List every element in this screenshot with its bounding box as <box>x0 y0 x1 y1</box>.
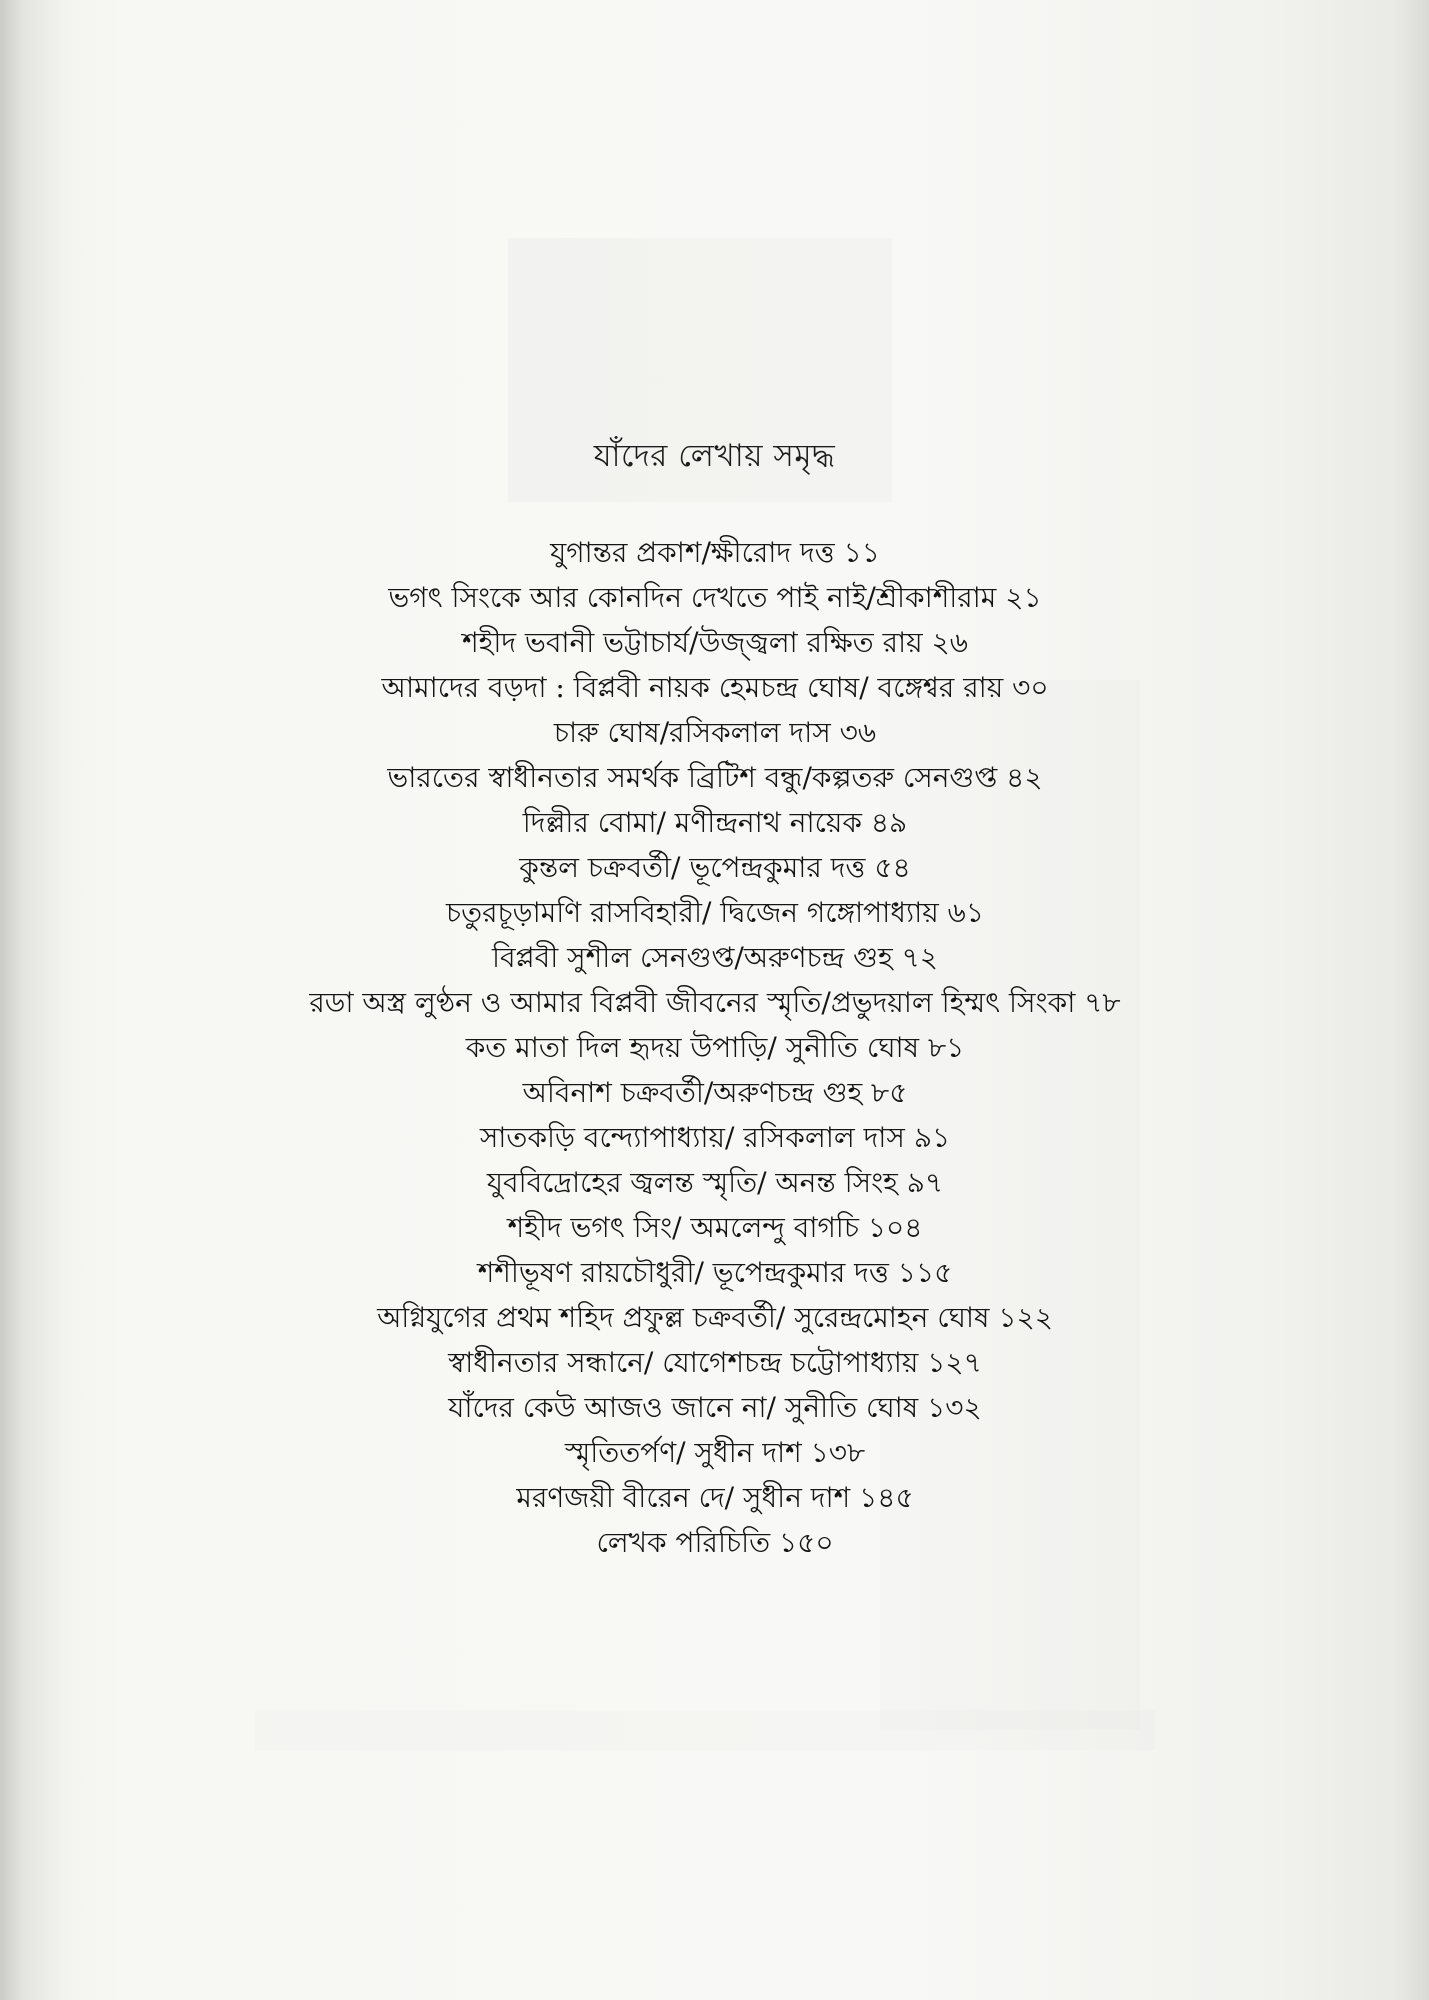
contents-entry: শহীদ ভবানী ভট্টাচার্য/উজ্জ্বলা রক্ষিত রায় ২৬ <box>462 626 968 659</box>
contents-entry: অবিনাশ চক্রবর্তী/অরুণচন্দ্র গুহ ৮৫ <box>522 1076 908 1109</box>
page-left-edge-shadow <box>0 0 24 2000</box>
contents-entry: মরণজয়ী বীরেন দে/ সুধীন দাশ ১৪৫ <box>516 1481 914 1514</box>
contents-entry: চতুরচূড়ামণি রাসবিহারী/ দ্বিজেন গঙ্গোপাধ্যায় ৬১ <box>445 896 984 929</box>
contents-entry: যুববিদ্রোহের জ্বলন্ত স্মৃতি/ অনন্ত সিংহ ৯৭ <box>486 1166 944 1199</box>
page-right-edge-shadow <box>1395 0 1429 2000</box>
contents-entry: স্মৃতিতর্পণ/ সুধীন দাশ ১৩৮ <box>564 1436 866 1469</box>
print-bleed-through-bottom <box>255 1710 1155 1750</box>
contents-entry: স্বাধীনতার সন্ধানে/ যোগেশচন্দ্র চট্টোপাধ্যায় ১২৭ <box>448 1346 982 1379</box>
contents-entry: ভগৎ সিংকে আর কোনদিন দেখতে পাই নাই/শ্রীকাশীরাম ২১ <box>388 581 1042 614</box>
contents-entry: শহীদ ভগৎ সিং/ অমলেন্দু বাগচি ১০৪ <box>507 1211 923 1244</box>
contents-entry: লেখক পরিচিতি ১৫০ <box>596 1526 834 1559</box>
contents-entry: শশীভূষণ রায়চৌধুরী/ ভূপেন্দ্রকুমার দত্ত ১১৫ <box>477 1256 953 1289</box>
contents-list <box>140 530 1290 1565</box>
contents-heading: যাঁদের লেখায় সমৃদ্ধ <box>593 438 836 474</box>
contents-entry: অগ্নিযুগের প্রথম শহিদ প্রফুল্ল চক্রবর্তী/ সুরেন্দ্রমোহন ঘোষ ১২২ <box>377 1301 1053 1334</box>
contents-entry: সাতকড়ি বন্দ্যোপাধ্যায়/ রসিকলাল দাস ৯১ <box>479 1121 951 1154</box>
contents-entry: আমাদের বড়দা : বিপ্লবী নায়ক হেমচন্দ্র ঘোষ/ বঙ্গেশ্বর রায় ৩০ <box>381 671 1049 704</box>
contents-entry: যাঁদের কেউ আজও জানে না/ সুনীতি ঘোষ ১৩২ <box>448 1391 982 1424</box>
contents-entry: যুগান্তর প্রকাশ/ক্ষীরোদ দত্ত ১১ <box>550 536 880 569</box>
contents-entry: রডা অস্ত্র লুণ্ঠন ও আমার বিপ্লবী জীবনের স্মৃতি/প্রভুদয়াল হিম্মৎ সিংকা ৭৮ <box>309 986 1121 1019</box>
contents-entry: বিপ্লবী সুশীল সেনগুপ্ত/অরুণচন্দ্র গুহ ৭২ <box>491 941 939 974</box>
contents-entry: ভারতের স্বাধীনতার সমর্থক ব্রিটিশ বন্ধু/কল্পতরু সেনগুপ্ত ৪২ <box>387 761 1043 794</box>
contents-entry: কুন্তল চক্রবর্তী/ ভূপেন্দ্রকুমার দত্ত ৫৪ <box>519 851 911 884</box>
contents-entry: চারু ঘোষ/রসিকলাল দাস ৩৬ <box>553 716 877 749</box>
contents-entry: কত মাতা দিল হৃদয় উপাড়ি/ সুনীতি ঘোষ ৮১ <box>465 1031 965 1064</box>
contents-entry: দিল্লীর বোমা/ মণীন্দ্রনাথ নায়েক ৪৯ <box>522 806 908 839</box>
